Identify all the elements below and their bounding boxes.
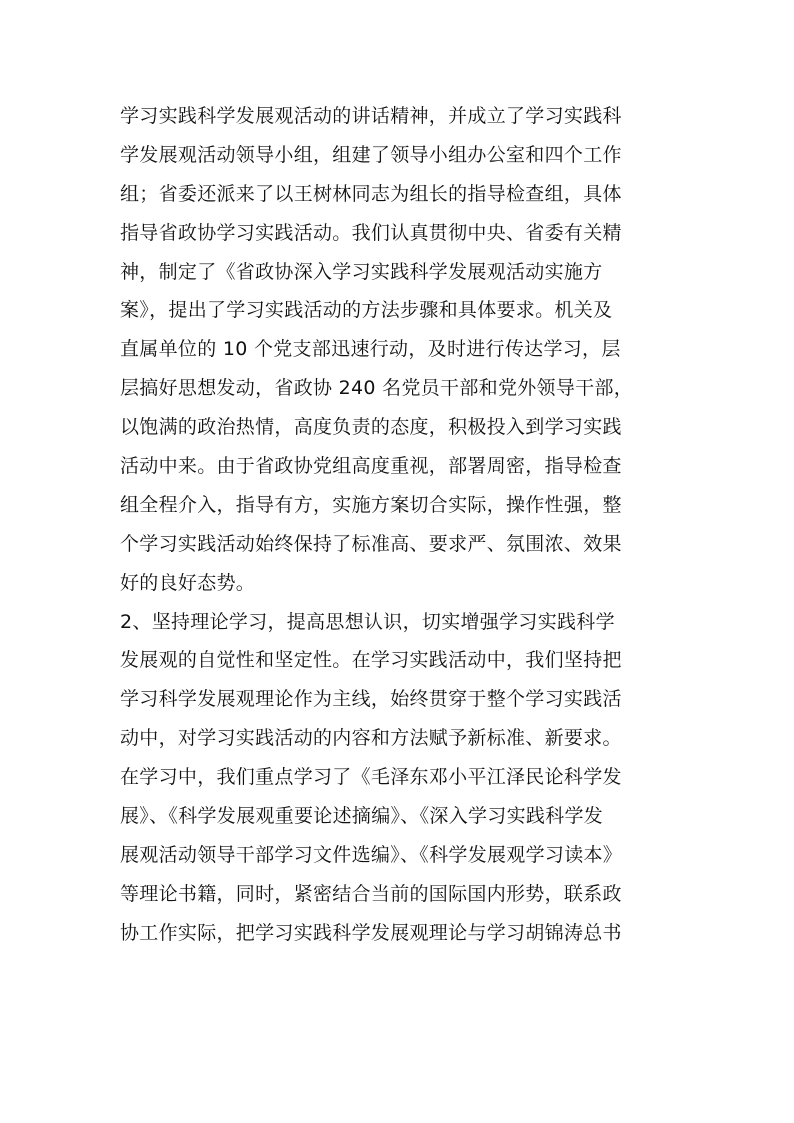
text-line: 神，制定了《省政协深入学习实践科学发展观活动实施方 — [120, 260, 603, 283]
text-line: 组；省委还派来了以王树林同志为组长的指导检查组，具体 — [120, 182, 622, 205]
text-line: 学习实践科学发展观活动的讲话精神，并成立了学习实践科 — [120, 105, 622, 127]
body-text — [120, 97, 700, 953]
text-line: 协工作实际，把学习实践科学发展观理论与学习胡锦涛总书 — [120, 921, 622, 944]
text-line: 个学习实践活动始终保持了标准高、要求严、氛围浓、效果 — [120, 532, 622, 555]
text-line: 指导省政协学习实践活动。我们认真贯彻中央、省委有关精 — [120, 221, 622, 244]
text-line: 学发展观活动领导小组，组建了领导小组办公室和四个工作 — [120, 143, 622, 166]
text-line: 直属单位的 10 个党支部迅速行动，及时进行传达学习，层 — [120, 338, 621, 361]
section-heading-line: 2、坚持理论学习，提高思想认识，切实增强学习实践科学 — [120, 610, 615, 633]
text-line: 层搞好思想发动，省政协 240 名党员干部和党外领导干部， — [120, 377, 634, 400]
text-line: 展》、《科学发展观重要论述摘编》、《深入学习实践科学发 — [120, 805, 604, 828]
text-line: 学习科学发展观理论作为主线，始终贯穿于整个学习实践活 — [120, 688, 622, 711]
text-line: 等理论书籍，同时，紧密结合当前的国际国内形势，联系政 — [120, 882, 622, 905]
text-line: 组全程介入，指导有方，实施方案切合实际，操作性强，整 — [120, 493, 622, 516]
text-line: 案》，提出了学习实践活动的方法步骤和具体要求。机关及 — [120, 299, 613, 322]
text-line: 展观活动领导干部学习文件选编》、《科学发展观学习读本》 — [120, 843, 623, 866]
text-line: 在学习中，我们重点学习了《毛泽东邓小平江泽民论科学发 — [120, 766, 622, 789]
text-line: 好的良好态势。 — [120, 571, 256, 594]
text-line: 活动中来。由于省政协党组高度重视，部署周密，指导检查 — [120, 455, 622, 478]
text-line: 发展观的自觉性和坚定性。在学习实践活动中，我们坚持把 — [120, 649, 622, 672]
text-line: 以饱满的政治热情，高度负责的态度，积极投入到学习实践 — [120, 416, 622, 439]
text-line: 动中，对学习实践活动的内容和方法赋予新标准、新要求。 — [120, 727, 622, 750]
